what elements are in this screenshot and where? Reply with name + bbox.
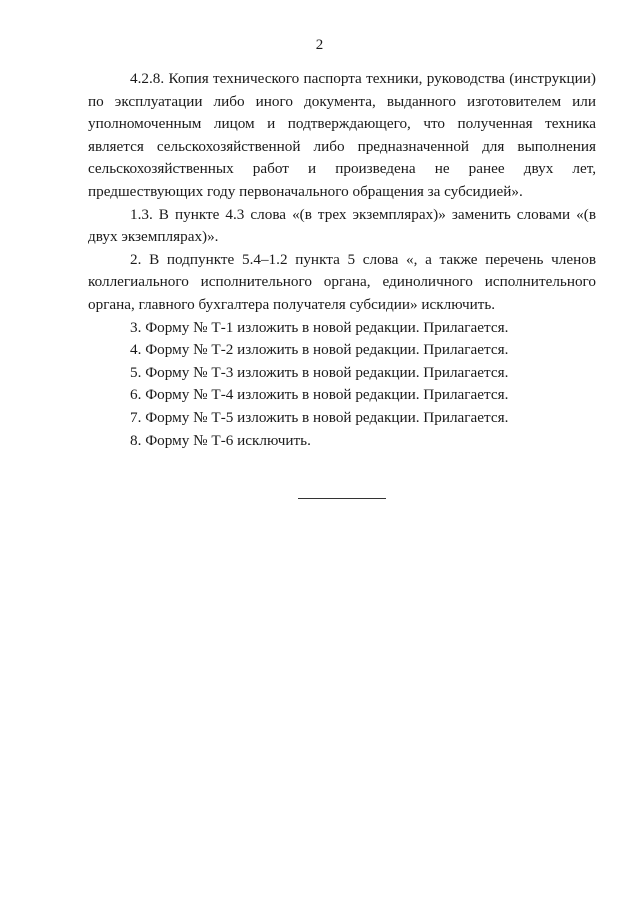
paragraph-2: 2. В подпункте 5.4–1.2 пункта 5 слова «, а также перечень членов коллегиального исполнительного органа, единоличного исполнительного органа, главного бухгалтера получателя субсидии» исключить. (88, 250, 596, 313)
paragraph-4-2-8: 4.2.8. Копия технического паспорта техники, руководства (инструкции) по эксплуатации либо иного документа, выданного изготовителем или уполномоченным лицом и подтверждающего, что полученная техника является сельскохозяйственной либо предназначенной для выполнения сельскохозяйственных работ и произведена не ранее двух лет, предшествующих году первоначального обращения за субсидией». (88, 70, 596, 200)
paragraph-4: 4. Форму № Т-2 изложить в новой редакции. Прилагается. (130, 341, 509, 359)
paragraph-1-3: 1.3. В пункте 4.3 слова «(в трех экземплярах)» заменить словами «(в двух экземплярах)». (88, 205, 596, 246)
paragraph-5: 5. Форму № Т-3 изложить в новой редакции. Прилагается. (130, 363, 509, 381)
paragraph-3: 3. Форму № Т-1 изложить в новой редакции. Прилагается. (130, 318, 509, 336)
document-body (88, 68, 596, 452)
closing-divider (298, 498, 386, 499)
paragraph-8: 8. Форму № Т-6 исключить. (130, 431, 311, 449)
page-number: 2 (315, 37, 324, 53)
paragraph-7: 7. Форму № Т-5 изложить в новой редакции. Прилагается. (130, 408, 509, 426)
paragraph-6: 6. Форму № Т-4 изложить в новой редакции. Прилагается. (130, 386, 509, 404)
